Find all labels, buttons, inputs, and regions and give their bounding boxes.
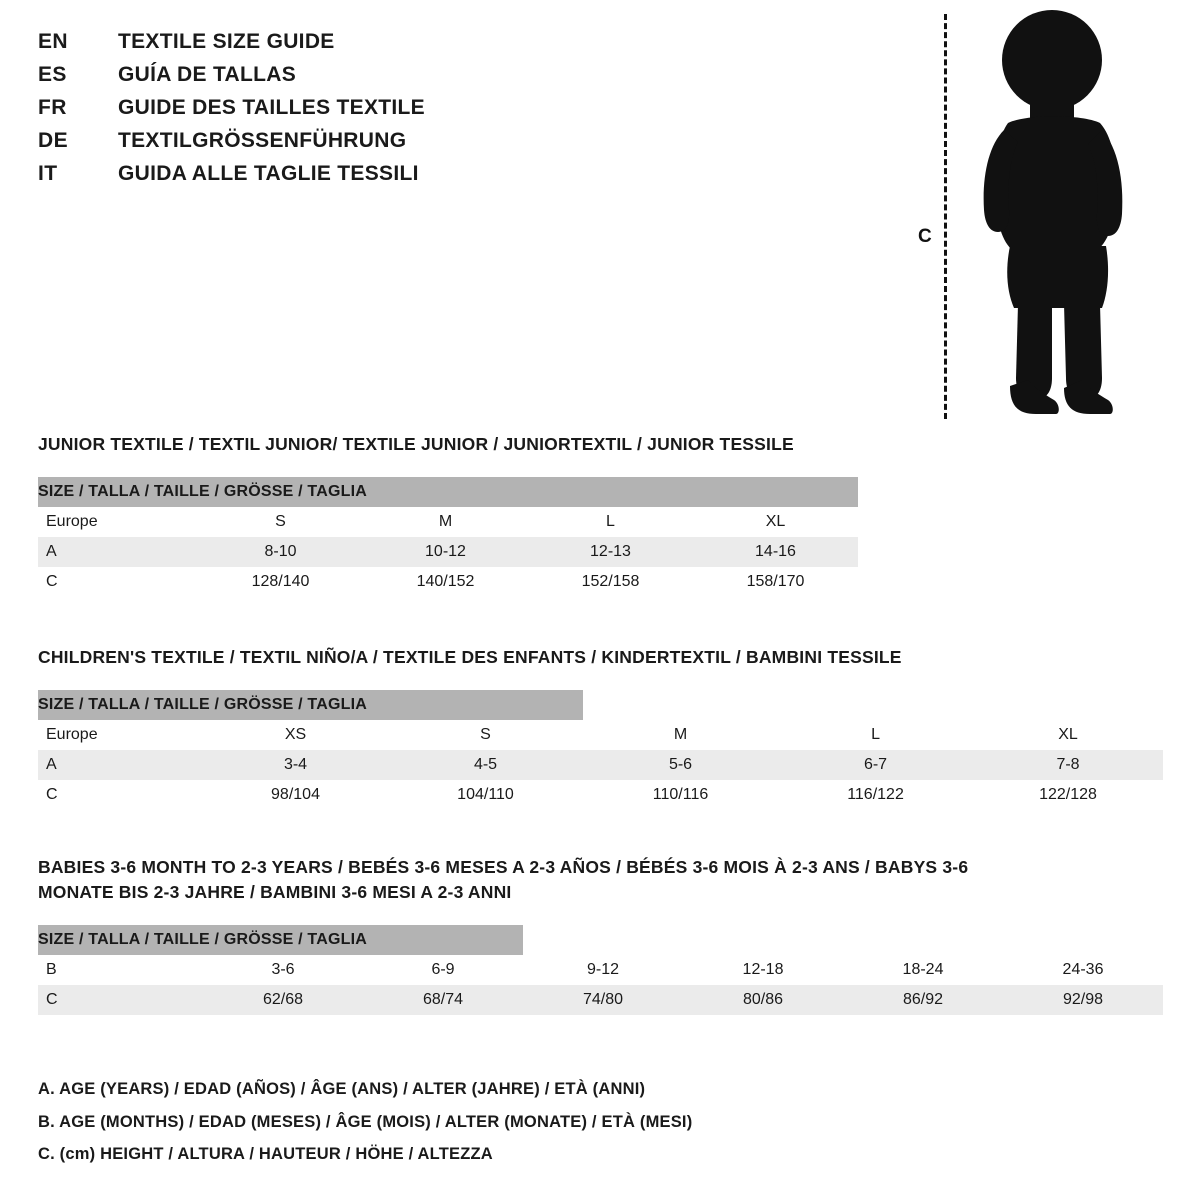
cell-value: 6-7 <box>778 750 973 780</box>
language-title: GUIDA ALLE TAGLIE TESSILI <box>118 162 419 185</box>
table-header-row <box>38 925 1163 955</box>
cell-value: 98/104 <box>203 780 388 810</box>
row-label: C <box>38 567 198 597</box>
children-size-table <box>38 690 1163 810</box>
cell-value: 8-10 <box>198 537 363 567</box>
language-row <box>38 162 658 195</box>
cell-value: 10-12 <box>363 537 528 567</box>
section-title-junior: JUNIOR TEXTILE / TEXTIL JUNIOR/ TEXTILE JUNIOR / JUNIORTEXTIL / JUNIOR TESSILE <box>38 434 794 454</box>
section-title-children: CHILDREN'S TEXTILE / TEXTIL NIÑO/A / TEXTILE DES ENFANTS / KINDERTEXTIL / BAMBINI TESSILE <box>38 647 902 667</box>
language-code: EN <box>38 30 68 53</box>
size-label: XL <box>973 720 1163 750</box>
cell-value: 9-12 <box>523 955 683 985</box>
cell-value: 122/128 <box>973 780 1163 810</box>
cell-value: 7-8 <box>973 750 1163 780</box>
cell-value: 4-5 <box>388 750 583 780</box>
language-title: GUÍA DE TALLAS <box>118 63 297 86</box>
language-row <box>38 30 658 63</box>
cell-value: 86/92 <box>843 985 1003 1015</box>
table-header-label: SIZE / TALLA / TAILLE / GRÖSSE / TAGLIA <box>38 690 583 720</box>
cell-value: 152/158 <box>528 567 693 597</box>
size-label: XS <box>203 720 388 750</box>
size-label: L <box>528 507 693 537</box>
cell-value: 104/110 <box>388 780 583 810</box>
cell-value: 12-13 <box>528 537 693 567</box>
language-code: DE <box>38 129 68 152</box>
language-title-list <box>38 30 658 195</box>
row-label: C <box>38 780 203 810</box>
cell-value: 24-36 <box>1003 955 1163 985</box>
row-label: B <box>38 955 203 985</box>
size-label: M <box>583 720 778 750</box>
table-row <box>38 955 1163 985</box>
cell-value: 62/68 <box>203 985 363 1015</box>
child-silhouette-icon <box>960 8 1160 423</box>
table-row <box>38 780 1163 810</box>
language-title: GUIDE DES TAILLES TEXTILE <box>118 96 425 119</box>
table-row <box>38 720 1163 750</box>
size-label: S <box>388 720 583 750</box>
cell-value: 116/122 <box>778 780 973 810</box>
cell-value: 6-9 <box>363 955 523 985</box>
language-code: FR <box>38 96 67 119</box>
language-code: IT <box>38 162 58 185</box>
table-row <box>38 985 1163 1015</box>
table-header-row <box>38 690 1163 720</box>
cell-value: 18-24 <box>843 955 1003 985</box>
height-measure-line <box>944 14 947 419</box>
cell-value: 5-6 <box>583 750 778 780</box>
row-label: A <box>38 750 203 780</box>
row-label: C <box>38 985 203 1015</box>
cell-value: 12-18 <box>683 955 843 985</box>
cell-value: 74/80 <box>523 985 683 1015</box>
cell-value: 3-6 <box>203 955 363 985</box>
cell-value: 3-4 <box>203 750 388 780</box>
size-label: M <box>363 507 528 537</box>
size-label: XL <box>693 507 858 537</box>
cell-value: 128/140 <box>198 567 363 597</box>
language-title: TEXTILE SIZE GUIDE <box>118 30 335 53</box>
language-row <box>38 63 658 96</box>
cell-value: 68/74 <box>363 985 523 1015</box>
cell-value: 14-16 <box>693 537 858 567</box>
height-measure-label: C <box>918 226 932 247</box>
cell-value: 110/116 <box>583 780 778 810</box>
region-label: Europe <box>38 720 203 750</box>
table-row <box>38 507 858 537</box>
table-header-row <box>38 477 858 507</box>
babies-size-table <box>38 925 1163 1015</box>
table-row <box>38 567 858 597</box>
legend-line-b: B. AGE (MONTHS) / EDAD (MESES) / ÂGE (MOIS) / ALTER (MONATE) / ETÀ (MESI) <box>38 1112 693 1131</box>
size-label: S <box>198 507 363 537</box>
cell-value: 140/152 <box>363 567 528 597</box>
size-label: L <box>778 720 973 750</box>
cell-value: 80/86 <box>683 985 843 1015</box>
row-label: A <box>38 537 198 567</box>
language-row <box>38 96 658 129</box>
legend-line-c: C. (cm) HEIGHT / ALTURA / HAUTEUR / HÖHE / ALTEZZA <box>38 1144 493 1163</box>
region-label: Europe <box>38 507 198 537</box>
table-header-spacer <box>583 690 1163 720</box>
cell-value: 158/170 <box>693 567 858 597</box>
height-figure <box>900 8 1160 423</box>
table-header-label: SIZE / TALLA / TAILLE / GRÖSSE / TAGLIA <box>38 925 523 955</box>
table-row <box>38 537 858 567</box>
section-title-babies: BABIES 3-6 MONTH TO 2-3 YEARS / BEBÉS 3-6 MESES A 2-3 AÑOS / BÉBÉS 3-6 MOIS À 2-3 ANS / BABYS 3-6 MONATE BIS 2-3 JAHRE / BAMBINI 3-6 MESI A 2-3 ANNI <box>38 857 969 903</box>
language-code: ES <box>38 63 67 86</box>
table-header-label: SIZE / TALLA / TAILLE / GRÖSSE / TAGLIA <box>38 477 858 507</box>
language-row <box>38 129 658 162</box>
junior-size-table <box>38 477 858 597</box>
legend-line-a: A. AGE (YEARS) / EDAD (AÑOS) / ÂGE (ANS) / ALTER (JAHRE) / ETÀ (ANNI) <box>38 1080 646 1099</box>
table-header-spacer <box>523 925 1163 955</box>
table-row <box>38 750 1163 780</box>
legend <box>38 1073 1038 1170</box>
cell-value: 92/98 <box>1003 985 1163 1015</box>
language-title: TEXTILGRÖSSENFÜHRUNG <box>118 129 407 152</box>
